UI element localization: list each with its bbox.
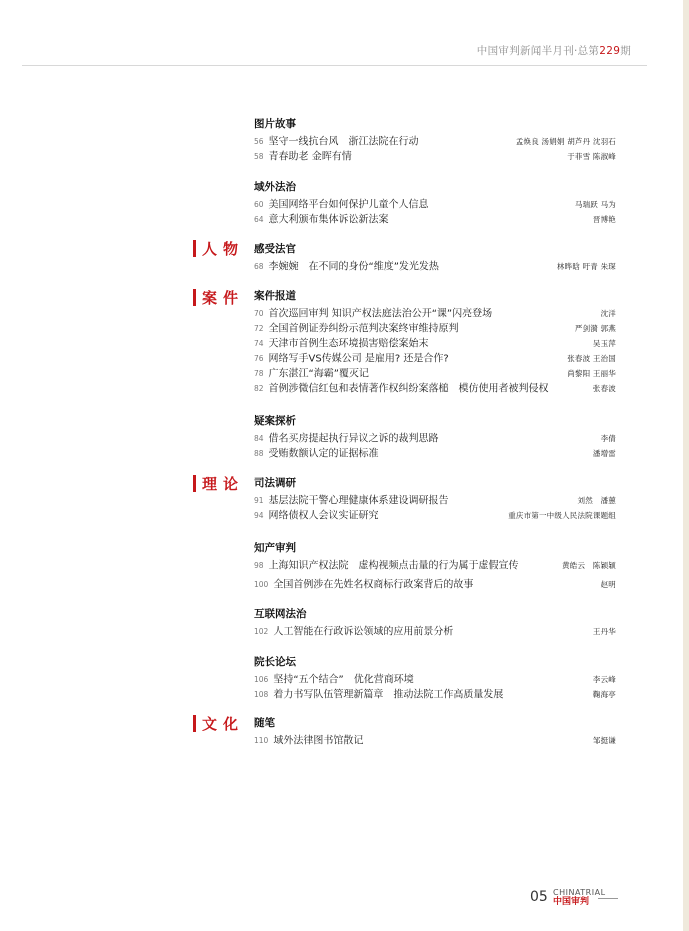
category-renwu [193,239,244,257]
page-number: 100 [254,580,269,589]
section-case-report [254,289,616,396]
entry-title: 天津市首例生态环境损害赔偿案始末 [268,338,429,350]
entry-title: 坚守一线抗台风 浙江法院在行动 [268,136,419,148]
page-number: 72 [254,324,264,333]
page-number: 106 [254,675,269,684]
page-number: 84 [254,434,264,443]
entry-author: 晋博艳 [592,215,616,224]
page-number: 98 [254,561,264,570]
toc-entry[interactable] [254,558,616,573]
page-number: 70 [254,309,264,318]
section-ip-trial [254,541,616,592]
page-spine [683,0,689,931]
toc-entry[interactable] [254,259,616,274]
toc-entry[interactable] [254,149,616,164]
toc-entry[interactable] [254,381,616,396]
entry-title: 全国首例证券纠纷示范判决案终审维持原判 [268,323,459,335]
page-number: 94 [254,511,264,520]
entry-title: 着力书写队伍管理新篇章 推动法院工作高质量发展 [273,689,504,701]
entry-title: 基层法院干警心理健康体系建设调研报告 [268,495,449,507]
section-title: 感受法官 [254,243,296,255]
entry-author: 赵明 [600,580,616,589]
toc-entry[interactable] [254,366,616,381]
section-title: 域外法治 [254,181,296,193]
category-label: 案件 [202,288,245,307]
section-title: 随笔 [254,717,275,729]
category-bar [193,289,196,306]
entry-title: 域外法律图书馆散记 [273,735,364,747]
section-title: 知产审判 [254,542,296,554]
entry-author: 于菲雪 陈淑峰 [567,152,616,161]
category-bar [193,240,196,257]
running-header [477,43,631,58]
section-title: 案件报道 [254,290,296,302]
entry-title: 广东湛江“海霸”覆灭记 [268,368,369,380]
toc-entry[interactable] [254,733,616,748]
entry-title: 意大利颁布集体诉讼新法案 [268,214,389,226]
page-number: 108 [254,690,269,699]
entry-title: 美国网络平台如何保护儿童个人信息 [268,199,429,211]
page-number: 56 [254,137,264,146]
page-number: 102 [254,627,269,636]
entry-author: 沈洋 [600,309,616,318]
issue-number: 229 [599,45,621,57]
section-title: 院长论坛 [254,656,296,668]
entry-author: 严剑漪 郭燕 [574,324,616,333]
entry-author: 邹挺谦 [592,736,616,745]
category-label: 文化 [202,714,245,733]
toc-entry[interactable] [254,687,616,702]
footer-rule [598,898,618,899]
entry-title: 李婉婉 在不同的身份“维度”发光发热 [268,261,439,273]
category-bar [193,475,196,492]
entry-author: 孟焕良 汤娟娟 胡芦丹 沈羽石 [515,137,616,146]
entry-author: 吴玉萍 [592,339,616,348]
entry-author: 张春波 王治国 [567,354,616,363]
toc-entry[interactable] [254,197,616,212]
page-number: 91 [254,496,264,505]
page-number: 74 [254,339,264,348]
logo-chinese: 中国审判 [553,897,590,907]
page-number: 88 [254,449,264,458]
section-judicial-research [254,476,616,523]
page-number: 110 [254,736,269,745]
entry-title: 人工智能在行政诉讼领域的应用前景分析 [273,626,454,638]
toc-entry[interactable] [254,493,616,508]
header-rule [22,65,647,66]
entry-author: 尚黎阳 王丽华 [567,369,616,378]
entry-author: 潘增雷 [592,449,616,458]
section-case-analysis [254,414,616,461]
entry-author: 马瑞跃 马为 [574,200,616,209]
entry-author: 刘然 潘蕙 [577,496,616,505]
section-presidents-forum [254,655,616,702]
toc-entry[interactable] [254,321,616,336]
entry-author: 张春波 [592,384,616,393]
entry-title: 受贿数额认定的证据标准 [268,448,379,460]
entry-author: 王丹华 [592,627,616,636]
category-anjian [193,288,244,306]
section-photo-story [254,117,616,164]
toc-entry[interactable] [254,212,616,227]
entry-author: 李倩 [600,434,616,443]
section-title: 互联网法治 [254,608,307,620]
entry-title: 网络写手VS传媒公司 是雇用? 还是合作? [268,353,449,365]
section-title: 疑案探析 [254,415,296,427]
page-number: 76 [254,354,264,363]
entry-title: 上海知识产权法院 虚构视频点击量的行为属于虚假宣传 [268,560,519,572]
folio-page-number: 05 [530,889,548,905]
section-title: 图片故事 [254,118,296,130]
category-wenhua [193,714,244,732]
page-number: 58 [254,152,264,161]
toc-entry[interactable] [254,431,616,446]
entry-author: 重庆市第一中级人民法院课题组 [508,511,616,520]
section-title: 司法调研 [254,477,296,489]
category-lilun [193,474,244,492]
entry-author: 黄皓云 陈颖颖 [562,561,616,570]
header-title: 中国审判新闻半月刊·总第 [476,45,600,57]
entry-author: 鞠海亭 [592,690,616,699]
entry-title: 借名买房提起执行异议之诉的裁判思路 [268,433,439,445]
toc-entry[interactable] [254,336,616,351]
entry-title: 青春助老 金晖有情 [268,151,352,163]
category-label: 理论 [202,474,245,493]
entry-title: 网络债权人会议实证研究 [268,510,379,522]
section-judge-profile [254,242,616,274]
entry-title: 首例涉微信红包和表情著作权纠纷案落槌 模仿使用者被判侵权 [268,383,549,395]
issue-suffix: 期 [620,45,631,57]
entry-title: 全国首例涉在先姓名权商标行政案背后的故事 [273,579,474,591]
page-number: 78 [254,369,264,378]
entry-author: 林晔晗 吁青 朱琛 [556,262,616,271]
entry-author: 李云峰 [592,675,616,684]
toc-entry[interactable] [254,446,616,461]
toc-entry[interactable] [254,672,616,687]
section-foreign-law [254,180,616,227]
toc-entry[interactable] [254,306,616,321]
category-bar [193,715,196,732]
toc-entry[interactable] [254,508,616,523]
section-essay [254,716,616,748]
section-internet-law [254,607,616,639]
page-number: 82 [254,384,264,393]
page-number: 68 [254,262,264,271]
toc-entry[interactable] [254,351,616,366]
entry-title: 首次巡回审判 知识产权法庭法治公开“课”闪亮登场 [268,308,493,320]
logo-english: CHINATRIAL [553,888,606,897]
toc-entry[interactable] [254,577,616,592]
entry-title: 坚持“五个结合” 优化营商环境 [273,674,414,686]
toc-entry[interactable] [254,134,616,149]
category-label: 人物 [202,239,245,258]
toc-entry[interactable] [254,624,616,639]
page-number: 64 [254,215,264,224]
page-number: 60 [254,200,264,209]
